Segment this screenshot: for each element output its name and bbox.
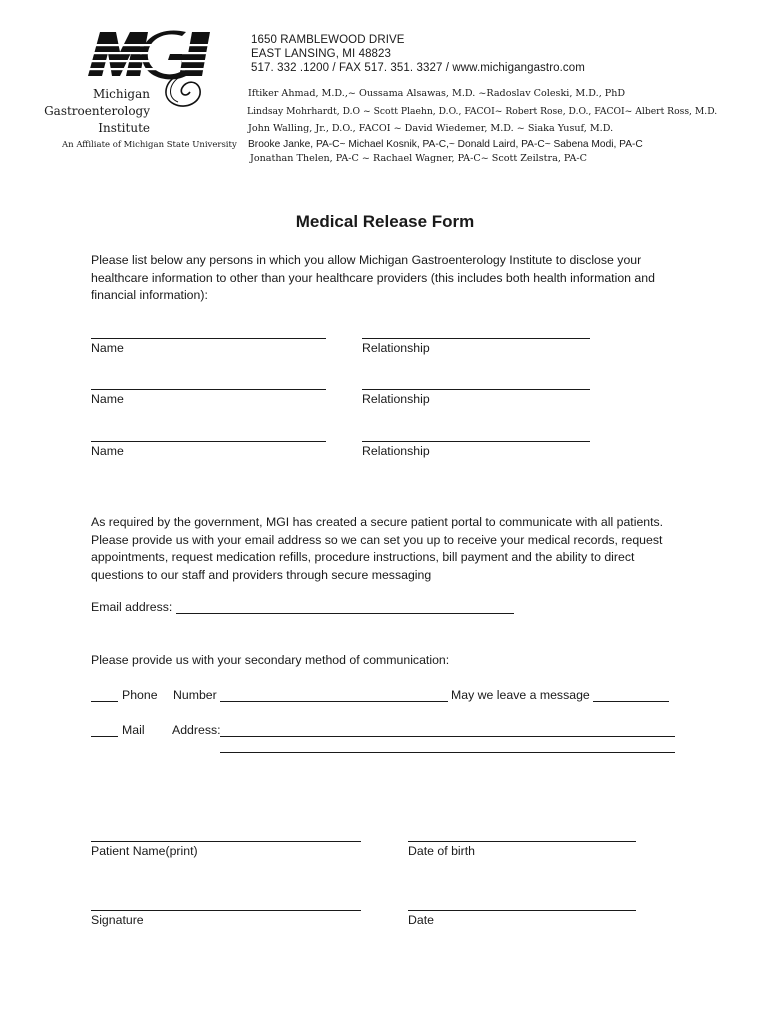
staff-line: Brooke Janke, PA-C~ Michael Kosnik, PA-C,~ Donald Laird, PA-C~ Sabena Modi, PA-C [248,139,643,150]
address-city: EAST LANSING, MI 48823 [251,48,392,60]
secondary-method-prompt: Please provide us with your secondary method of communication: [91,653,450,667]
address-contact: 517. 332 .1200 / FAX 517. 351. 3327 / www.michigangastro.com [251,62,585,74]
person-3-name-field[interactable] [91,429,326,442]
signature-label: Signature [91,913,144,927]
phone-number-field[interactable] [220,688,448,702]
signature-field[interactable] [91,898,361,911]
patient-name-label: Patient Name(print) [91,844,198,858]
email-field[interactable] [176,600,514,614]
person-3-relationship-label: Relationship [362,444,430,458]
affiliate-note: An Affiliate of Michigan State University [62,140,237,150]
mail-address-field-1[interactable] [220,723,675,737]
email-label: Email address: [91,600,173,614]
address-label: Address: [172,723,221,737]
logo-institute-name [40,86,150,137]
person-1-name-label: Name [91,341,124,355]
person-2-name-field[interactable] [91,377,326,390]
staff-line: Jonathan Thelen, PA-C ~ Rachael Wagner, PA-C~ Scott Zeilstra, PA-C [250,153,588,164]
date-label: Date [408,913,434,927]
patient-name-field[interactable] [91,829,361,842]
person-3-name-label: Name [91,444,124,458]
person-1-relationship-label: Relationship [362,341,430,355]
form-title: Medical Release Form [295,212,475,231]
person-2-relationship-field[interactable] [362,377,590,390]
mail-label: Mail [122,723,145,737]
leave-message-field[interactable] [593,688,669,702]
person-1-name-field[interactable] [91,326,326,339]
logo-name-line: Michigan [93,87,150,101]
person-2-name-label: Name [91,392,124,406]
date-field[interactable] [408,898,636,911]
staff-line: John Walling, Jr., D.O., FACOI ~ David Wiedemer, M.D. ~ Siaka Yusuf, M.D. [248,123,614,134]
staff-line: Iftiker Ahmad, M.D.,~ Oussama Alsawas, M.D. ~Radoslav Coleski, M.D., PhD [248,88,626,99]
phone-label: Phone [122,688,158,702]
staff-line: Lindsay Mohrhardt, D.O ~ Scott Plaehn, D.O., FACOI~ Robert Rose, D.O., FACOI~ Albert Ross, M.D. [247,106,718,117]
dob-field[interactable] [408,829,636,842]
portal-paragraph: As required by the government, MGI has created a secure patient portal to communicate with all patients. Please provide us with your email address so we can set you up to receive your medical records, request appointments, request medication refills, procedure instructions, bill payment and the ability to direct questions to our staff and providers through secure messaging [91,515,664,582]
leave-message-label: May we leave a message [451,688,590,702]
person-2-relationship-label: Relationship [362,392,430,406]
address-street: 1650 RAMBLEWOOD DRIVE [251,34,405,46]
person-3-relationship-field[interactable] [362,429,590,442]
person-1-relationship-field[interactable] [362,326,590,339]
logo-name-line: Gastroenterology [44,104,150,118]
mail-address-field-2[interactable] [220,741,675,753]
number-label: Number [173,688,217,702]
dob-label: Date of birth [408,844,475,858]
phone-checkbox-blank[interactable] [91,688,118,702]
mail-checkbox-blank[interactable] [91,723,118,737]
intro-paragraph: Please list below any persons in which you allow Michigan Gastroenterology Institute to disclose your healthcare information to other than your healthcare providers (this includes both health information and financial information): [91,253,655,303]
logo-name-line: Institute [98,121,150,135]
